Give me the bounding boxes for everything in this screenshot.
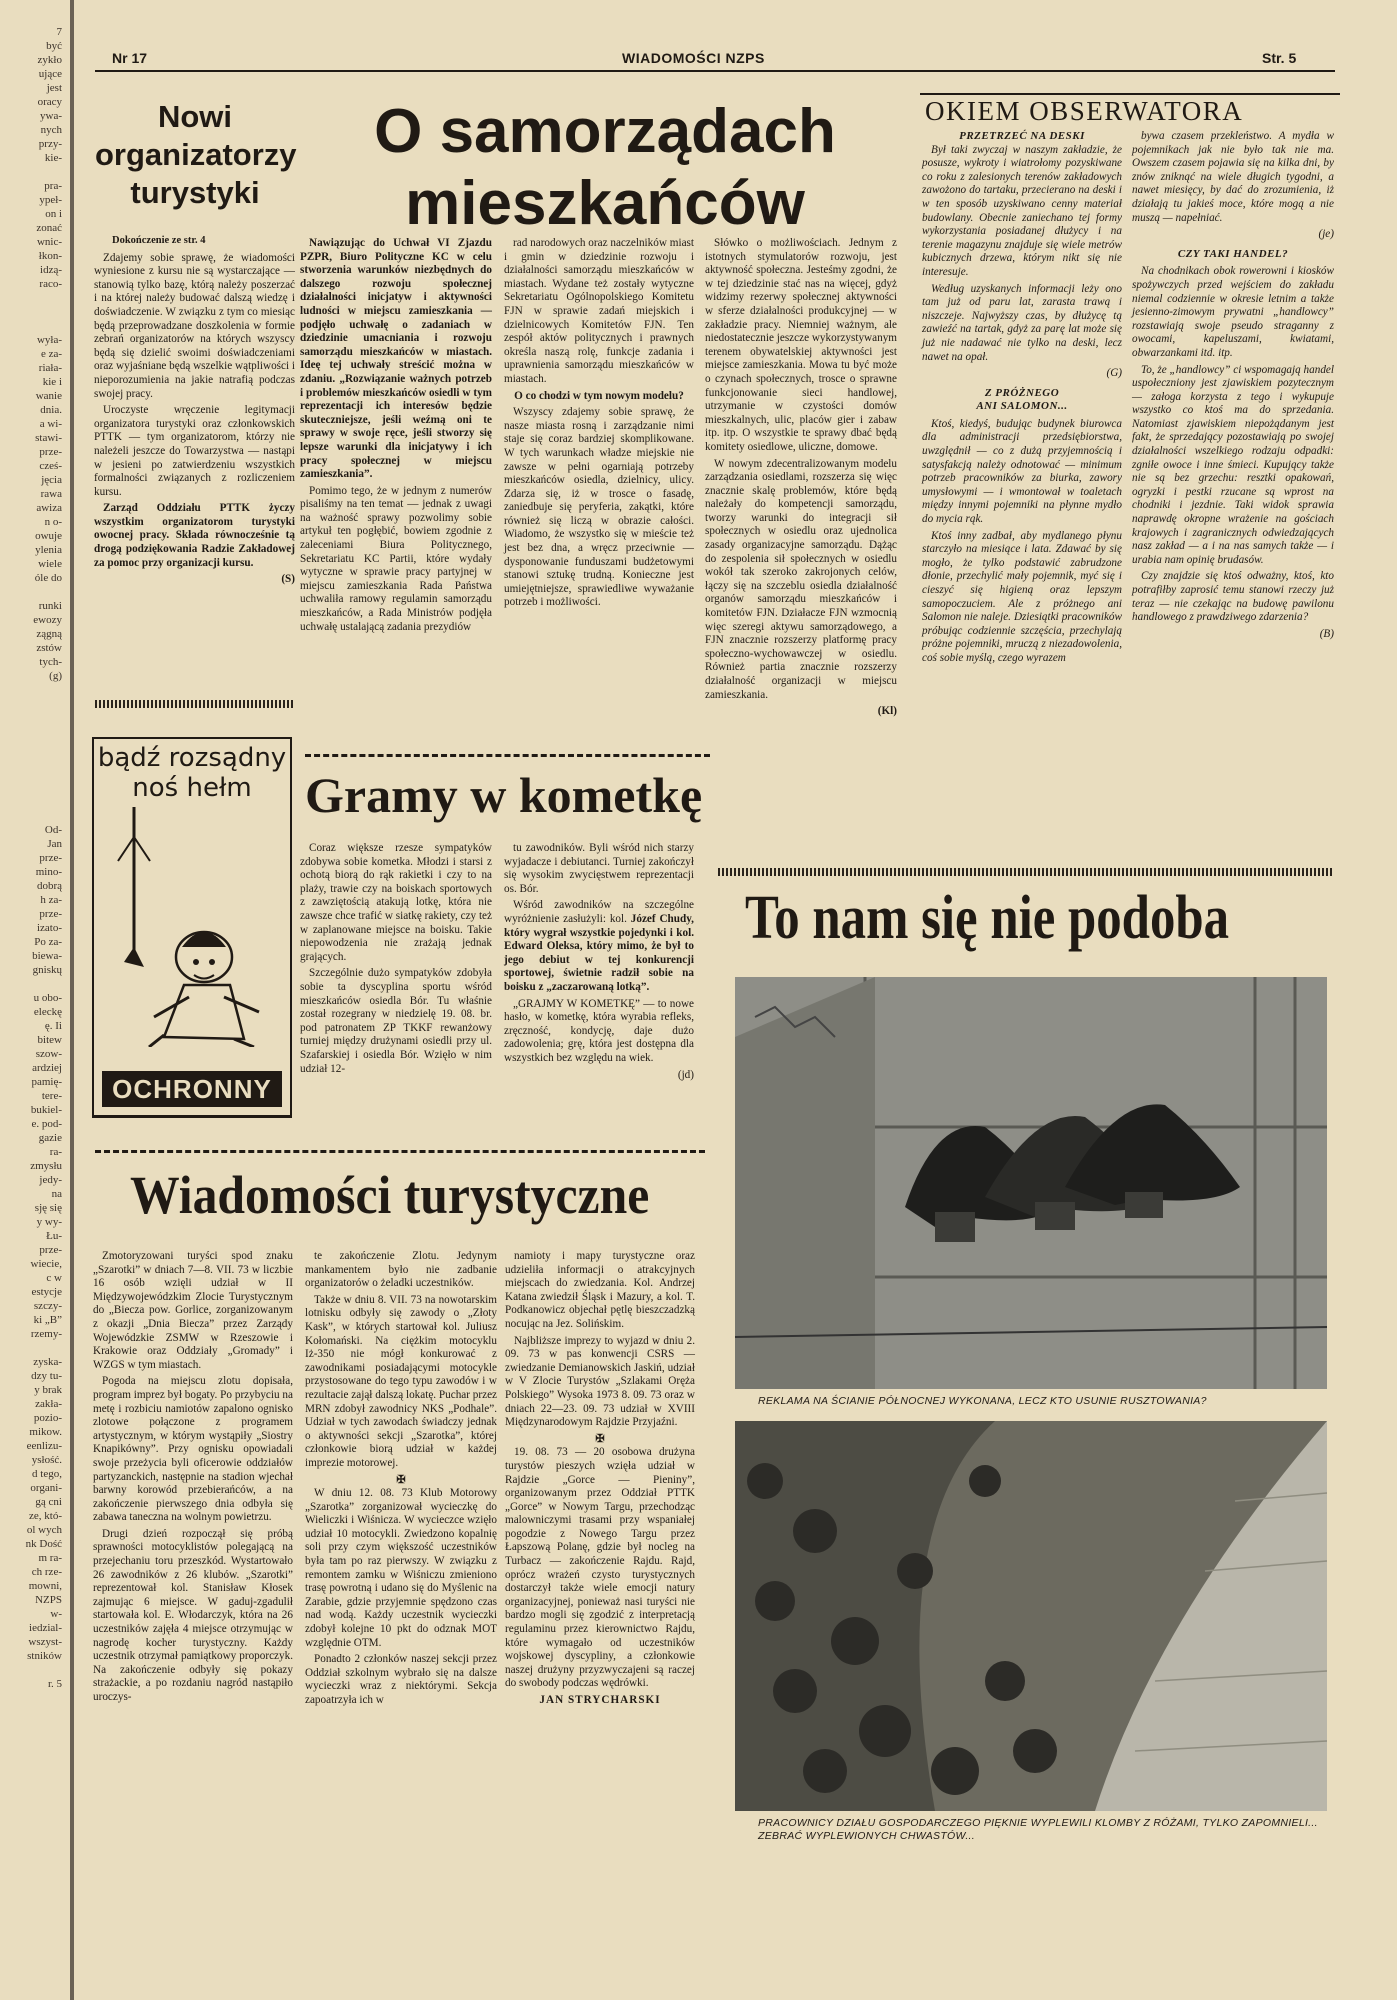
edge-text-line: (g): [49, 670, 62, 682]
edge-text-line: iedzial-: [29, 1622, 62, 1634]
edge-text-line: [0, 781, 62, 795]
edge-text-line: u obo-: [33, 992, 62, 1004]
edge-text-line: wszyst-: [28, 1636, 62, 1648]
edge-text-line: y wy-: [36, 1216, 62, 1228]
shoe-mural-illustration: [735, 977, 1327, 1389]
edge-text-line: [0, 809, 62, 823]
turystyczne-top-rule: [95, 1150, 705, 1153]
edge-text-line: a wi-: [39, 418, 62, 430]
edge-text-line: awiza: [36, 502, 62, 514]
edge-text-line: ylenia: [35, 544, 62, 556]
edge-text-line: y brak: [34, 1384, 62, 1396]
edge-text-line: mikow.: [29, 1426, 62, 1438]
edge-text-line: zstów: [36, 642, 62, 654]
edge-text-line: [0, 319, 62, 333]
poster-underline: [92, 1115, 292, 1118]
edge-text-line: cześ-: [39, 460, 62, 472]
helmet-poster: bądź rozsądny noś hełm OCHRONNY: [92, 737, 292, 1117]
nowi-headline: Nowi organizatorzy turystyki: [95, 99, 297, 210]
edge-text-line: ujące: [38, 68, 62, 80]
edge-text-line: [0, 977, 62, 991]
turystyczne-column-3: namioty i mapy turystyczne oraz udzieliła informacji o atrakcyjnych miejscach do zwiedzania. Kol. Andrzej Katana zwiedził Śląsk i Mazury, a kol. T. Podkanowicz objechał pętlę bieszczadzką nocując na Jez. Solińskim. Najbliższe imprezy to wyjazd w dniu 2. 09. 73 w pas konwencji CSRS — zwiedzanie Demianowskich Jaskiń, udział w V Zlocie Turystów „Szlakami Oręża Polskiego” Wysoka 1973 8. 09. 73 oraz w dniach 22—23. 09. 73 udział w XVIII Międzynarodowym Rajdzie Przyjaźni. ✠ 19. 08. 73 — 20 osobowa drużyna turystów pieszych wzięła udział w Rajdzie „Gorce — Pieniny”, organizowanym przez Oddział PTTK „Gorce” w Nowym Targu, przechodząc malowniczymi trasami przy wspaniałej pogodzie z Nowego Targu przez Łapszową Polanę, gdzie był nocleg na Turbacz — zakończenie Rajdu. Rajd, oprócz wrażeń czysto turystycznych dostarczył także wiele emocji natury organizacyjnej, ponieważ nasi turyści nie bardzo mogli się zgodzić z interpretacją regulaminu przez kierownictwo Rajdu, które wymagało od uczestników wojskowej dyscypliny, a członkowie naszej drużyny przyzwyczajeni są raczej do swobody podczas wędrówki. JAN STRYCHARSKI: [505, 1250, 695, 1706]
edge-text-line: [0, 697, 62, 711]
edge-text-line: zmysłu: [30, 1160, 62, 1172]
edge-text-line: riała-: [38, 362, 62, 374]
samorzad-headline: O samorządach mieszkańców: [374, 97, 836, 238]
edge-text-line: prze-: [39, 852, 62, 864]
edge-text-line: być: [46, 40, 62, 52]
edge-text-line: ch rze-: [31, 1566, 62, 1578]
edge-text-line: eenlizu-: [26, 1440, 62, 1452]
edge-text-line: ypeł-: [39, 194, 62, 206]
edge-text-line: zykło: [37, 54, 62, 66]
page-gutter: [70, 0, 74, 2000]
edge-text-line: przy-: [38, 138, 62, 150]
edge-text-line: ysłość.: [31, 1454, 62, 1466]
edge-text-line: mowni,: [28, 1580, 62, 1592]
caption-shoe-photo: REKLAMA NA ŚCIANIE PÓŁNOCNEJ WYKONANA, LECZ KTO USUNIE RUSZTOWANIA?: [758, 1395, 1207, 1407]
edge-text-line: óle do: [34, 572, 62, 584]
turystyczne-headline: Wiadomości turystyczne: [130, 1165, 650, 1225]
edge-text-line: tere-: [41, 1090, 62, 1102]
page-number: Str. 5: [1262, 50, 1297, 66]
edge-text-line: zągną: [36, 628, 62, 640]
edge-text-line: jedy-: [39, 1174, 62, 1186]
okiem-top-rule: [920, 93, 1340, 95]
edge-text-line: [0, 753, 62, 767]
edge-text-line: pozio-: [33, 1412, 62, 1424]
edge-text-line: zyska-: [33, 1356, 62, 1368]
section-divider: ✠: [396, 1473, 406, 1486]
edge-text-line: m ra-: [38, 1552, 62, 1564]
kometka-top-rule: [305, 754, 710, 757]
edge-text-line: Jan: [47, 838, 62, 850]
edge-text-line: estycje: [31, 1286, 62, 1298]
samorzad-column-3: Słówko o możliwościach. Jednym z istotnych stymulatorów rozwoju, jest aktywność społeczna. Jesteśmy zgodni, że w tej dziedzinie stać nas na więcej, gdyż widzimy rezerwy społecznej aktywności w sferze działalności produkcyjnej — w zakładzie pracy. Niemniej ważnym, ale niedostatecznie jeszcze wykorzystywanym terenem obywatelskiej aktywności jest miejsce zamieszkania. Mowa tu być może o czynach społecznych, trosce o sprawne funkcjonowanie sieci handlowej, utrzymanie w czystości domów mieszkalnych, ulic, placów gier i zabaw itp. itp. O wszystkie te sprawy dbać będą komitety osiedlowe, uliczne, domowe. W nowym zdecentralizowanym modelu zarządzania osiedlami, rozszerza się więc znacznie skalę problemów, które będą należały do kompetencji samorządu, tworzy warunki do integracji sił społecznych w osiedlu oraz ujednolica zasady organizacyjne samorządu. Dążąc do zespolenia sił społecznych w osiedlu wokół tak szeroko zakrojonych celów, łączy się na szczeblu osiedla działalność organów samorządu mieszkańców i komitetów FJN. Działacze FJN wzmocnią więc szeregi aktywu samorządowego, a FJN znacznie rozszerzy platformę pracy społeczno-wychowawczej w osiedlu. Również partia znacznie rozszerzy działalność organizacji w miejscu zamieszkania. (Kl): [705, 237, 897, 718]
edge-text-line: [0, 795, 62, 809]
edge-text-line: dobrą: [36, 880, 62, 892]
edge-text-line: wiele: [38, 558, 62, 570]
edge-text-line: pamię-: [31, 1076, 62, 1088]
edge-text-line: gazie: [38, 1132, 62, 1144]
kometka-column-1: Coraz większe rzesze sympatyków zdobywa sobie kometka. Młodzi i starsi z ochotą biorą do rąk rakietki i czy to na plaży, trawie czy na boiskach sportowych z zawziętością atakują lotkę, która nie zawsze chce trafić w siatkę rakiety, czy też w zaplanowane miejsce na boisku. Takie niepowodzenia nie zrażają jednak grających. Szczególnie dużo sympatyków zdobyła sobie ta dyscyplina sportu wśród mieszkańców osiedla Bór. Tu właśnie został rozegrany w niedzielę 19. 08. br. pod patronatem ZP TKKF rewanżowy turniej między drużynami osiedli przy ul. Szafarskiej i osiedla Bór. Wzięło w nim udział 12-: [300, 842, 492, 1075]
edge-text-line: runki: [38, 600, 62, 612]
edge-text-line: stawi-: [35, 432, 62, 444]
flowerbed-photo: [735, 1421, 1327, 1811]
edge-text-line: [0, 725, 62, 739]
edge-text-line: dzy tu-: [31, 1370, 62, 1382]
edge-text-line: nych: [40, 124, 62, 136]
edge-text-line: jęcia: [41, 474, 62, 486]
edge-text-line: dnia.: [40, 404, 62, 416]
edge-text-line: izato-: [36, 922, 62, 934]
edge-text-line: pra-: [44, 180, 62, 192]
edge-text-line: jest: [46, 82, 62, 94]
edge-text-line: gniskų: [32, 964, 62, 976]
turystyczne-column-2: te zakończenie Zlotu. Jedynym mankamentem było nie zadbanie organizatorów o żeladki uczestników. Także w dniu 8. VII. 73 na nowotarskim lotnisku odbyły się zawody o „Złoty Kask”, w których startował kol. Juliusz Kołomański. Na ciężkim motocyklu Iż-350 nie mógł konkurować z zawodnikami posiadającymi motocykle przystosowane do tego typu zawodów i w rezultacie zajął dalszą lokatę. Puchar przez MRN zdobył zawodnicy NKS „Podhale”. Udział w tych zawodach świadczy jednak o aktywności sekcji „Szarotka”, której członkowie biorą udział w każdej imprezie motorowej. ✠ W dniu 12. 08. 73 Klub Motorowy „Szarotka” zorganizował wycieczkę do Wieliczki i Wiśnicza. W wycieczce wzięło udział 10 motocykli. Zwiedzono kopalnię soli przy czym większość uczestników była tam po raz pierwszy. W związku z remontem zamku w Wiśniczu zmieniono trasę powrotną i udano się do Myślenic na Zarabie, gdzie przyjemnie spędzono czas nad wodą. Każdy uczestnik wycieczki zdobył kolejne 10 pkt do odznak MOT względnie OTM. Ponadto 2 członków naszej sekcji przez Oddział szkolnym wybrało się na dalsze wycieczki wraz z niektórymi. Sekcja zapoatrzyła ich w: [305, 1250, 497, 1706]
previous-page-edge-text: [0, 25, 62, 1691]
paper-name: WIADOMOŚCI NZPS: [622, 50, 765, 66]
okiem-headline: OKIEM OBSERWATORA: [925, 96, 1244, 126]
edge-text-line: na: [51, 1188, 62, 1200]
edge-text-line: r. 5: [47, 1678, 62, 1690]
edge-text-line: organi-: [30, 1482, 62, 1494]
poster-bottom-label: OCHRONNY: [102, 1071, 282, 1107]
edge-text-line: owuje: [35, 530, 62, 542]
separator-rule: [95, 700, 295, 708]
kometka-column-2: tu zawodników. Byli wśród nich starzy wyjadacze i debiutanci. Turniej zakończył się wysokim zwycięstwem reprezentacji os. Bór. Wśród zawodników na szczególne wyróżnienie zasłużyli: kol. Józef Chudy, który wygrał wszystkie pojedynki i kol. Edward Oleksa, który mimo, że był to jego debiut w tej konkurencji sportowej, świetnie radził sobie na boisku z „zaczarowaną lotką”. „GRAJMY W KOMETKĘ” — to nowe hasło, w kometkę, która wyrabia refleks, zręczność, kondycję, daje dużo zadowolenia; grę, która jest dostępna dla wszystkich bez względu na wiek. (jd): [504, 842, 694, 1081]
okiem-column-1: PRZETRZEĆ NA DESKI Był taki zwyczaj w naszym zakładzie, że posusze, wykroty i wiatrołomy pozyskiwane co roku z zalesionych terenów zakładowych zawożono do tartaku, przecierano na deski i w ten sposób uzyskiwano cenny materiał budowlany. Obecnie zaniechano tej formy wykorzystania posiadanej dłużycy i na terenie magazynu znajduje się wiele metrów kubicznych drzewa, którym nikt się nie interesuje. Według uzyskanych informacji leży ono tam już od paru lat, zarasta trawą i niszczeje. Najwyższy czas, by dłużycę tą zawieźć na tartak, gdyż za parę lat może się już nie nadawać nie tylko na deski, lecz nawet na opał. (G) Z PRÓŻNEGO ANI SALOMON... Ktoś, kiedyś, budując budynek biurowca dla administracji przedsiębiorstwa, uwzględnił — co z dużą przyjemnością i satysfakcją należy odnotować — minimum potrzeb pracowników za biurka, zawory umysłowymi — i wmontował w toaletach między innymi pojemniki na płynne mydło do mycia rąk. Ktoś inny zadbał, aby mydlanego płynu starczyło na miesiące i lata. Zdawać by się mogło, że tylko podstawić zabrudzone dłonie, przechylić mały pojemnik, myć się i cieszyć się higieną oraz lepszym samopoczuciem. Ale z próżnego ani Salomon nie naleje. Dziesiątki pracowników próbując codziennie szczęścia, przechylają próżne pojemniki, mruczą z niezadowolenia, coś sobie myślą, czego wyrazem: [922, 130, 1122, 664]
edge-text-line: d tego,: [32, 1468, 62, 1480]
edge-text-line: tych-: [39, 656, 62, 668]
edge-text-line: sję się: [34, 1202, 62, 1214]
edge-text-line: kie-: [44, 152, 62, 164]
podoba-headline: To nam się nie podoba: [745, 884, 1230, 952]
edge-text-line: biewa-: [32, 950, 62, 962]
samorzad-column-2: rad narodowych oraz naczelników miast i gmin w dziedzinie rozwoju i działalności samorządu mieszkańców w miastach. Wydane też zostały wytyczne Sekretariatu Ogólnopolskiego Komitetu FJN w sprawie zadań miejskich i dzielnicowych Komitetów FJN. Ten zespół aktów politycznych i prawnych określa naszą rolę, funkcje zadania i uprawnienia samorządu mieszkańców w miastach. O co chodzi w tym nowym modelu? Wszyscy zdajemy sobie sprawę, że nasze miasta rosną i zarządzanie nimi staje się coraz bardziej skomplikowane. W tych warunkach władze miejskie nie zawsze w pełni ogarniają potrzeby mieszkańców osiedla, dzielnicy, ulicy. Zdarza się, iż w trosce o fasadę, zaniedbuje się peryferia, zakątki, które również się liczą w obrazie całości. Wiadomo, że wszystko się w mieście też jest bez dna, a wręcz przeciwnie — dysponowanie funduszami budżetowymi stanowi sztukę trudną. Konieczne jest umiejętniejsze, sprawiedliwe wyważanie potrzeb i możliwości.: [504, 237, 694, 609]
edge-text-line: Po za-: [34, 936, 62, 948]
edge-text-line: ol wych: [26, 1524, 62, 1536]
edge-text-line: [0, 585, 62, 599]
podoba-top-rule: [718, 868, 1334, 876]
edge-text-line: [0, 305, 62, 319]
edge-text-line: [0, 1663, 62, 1677]
edge-text-line: e za-: [40, 348, 62, 360]
samorzad-column-1: Nawiązując do Uchwał VI Zjazdu PZPR, Biuro Polityczne KC w celu stworzenia warunków niezbędnych do dalszego rozwoju społecznej działalności inicjatyw i aktywności ludności w miejscu zamieszkania — podjęło uchwałę o zadaniach w dziedzinie umacniania i rozwoju samorządu mieszkańców w miastach. Ideę tej uchwały streścić można w zdaniu. „Rozwiązanie ważnych potrzeb i problemów mieszkańców osiedli w tym reprezentacji ich interesów będzie skuteczniejsze, jeśli weźmą oni te sprawy w swoje ręce, jeśli stworzy się lepsze warunki dla inicjatywy i ich pracy społecznej w miejscu zamieszkania”. Pomimo tego, że w jednym z numerów pisaliśmy na ten temat — jednak z uwagi na ważność sprawy pozwolimy sobie artykuł ten pogłębić, bowiem zgodnie z zaleceniami Biura Politycznego, Sekretariatu KC Partii, które wydały wytyczne w sprawie pracy partyjnej w miejscu zamieszkania Rada Państwa uchwaliła ramowy regulamin samorządu mieszkańców, a Rada Ministrów podjęła uchwałę ustalającą zadania prezydiów: [300, 237, 492, 633]
edge-text-line: wnic-: [36, 236, 62, 248]
edge-text-line: wiecie,: [30, 1258, 62, 1270]
edge-text-line: ze, któ-: [29, 1510, 62, 1522]
edge-text-line: h za-: [40, 894, 62, 906]
edge-text-line: gą cni: [35, 1496, 62, 1508]
edge-text-line: [0, 739, 62, 753]
edge-text-line: Od-: [44, 824, 62, 836]
edge-text-line: ewozy: [33, 614, 62, 626]
edge-text-line: n o-: [44, 516, 62, 528]
edge-text-line: mino-: [35, 866, 62, 878]
nowi-article-body: Dokończenie ze str. 4 Zdajemy sobie sprawę, że wiadomości wyniesione z kursu nie są wystarczające — stanowią tylko bazę, którą należy poszerzać i na której należy budować dalszą wiedzę i doświadczenie. W związku z tym co miesiąc będą przeprowadzane doszkolenia w formie zebrań organizatorów na których wszyscy będą się dzielić swoimi doświadczeniami oraz wyjaśniane będą wszelkie wątpliwości i nieporozumienia na jakie natrafią podczas swojej pracy. Uroczyste wręczenie legitymacji organizatora turystyki oraz członkowskich PTTK — tym organizatorom, którzy nie należeli jeszcze do Towarzystwa — nastąpi w jesieni po zatwierdzeniu wszystkich formalności związanych z rozliczeniem kursu. Zarząd Oddziału PTTK życzy wszystkim organizatorom turystyki owocnej pracy. Składa równocześnie tą drogą podziękowania Radzie Zakładowej za pomoc przy organizacji kursu. (S): [94, 235, 295, 586]
edge-text-line: idzą-: [40, 264, 62, 276]
edge-text-line: eleckę: [33, 1006, 62, 1018]
edge-text-line: łkon-: [38, 250, 62, 262]
edge-text-line: [0, 683, 62, 697]
edge-text-line: stników: [27, 1650, 62, 1662]
edge-text-line: rzemy-: [30, 1328, 62, 1340]
edge-text-line: w-: [50, 1608, 62, 1620]
edge-text-line: c w: [46, 1272, 62, 1284]
header-rule: [95, 70, 1335, 72]
flowerbed-illustration: [735, 1421, 1327, 1811]
edge-text-line: [0, 1341, 62, 1355]
edge-text-line: zonać: [36, 222, 62, 234]
edge-text-line: [0, 767, 62, 781]
edge-text-line: ywa-: [40, 110, 62, 122]
kometka-headline: Gramy w kometkę: [305, 767, 703, 823]
edge-text-line: prze-: [39, 446, 62, 458]
edge-text-line: nk Dość: [25, 1538, 62, 1550]
edge-text-line: kie i: [42, 376, 62, 388]
edge-text-line: ki „B”: [33, 1314, 62, 1326]
edge-text-line: [0, 291, 62, 305]
edge-text-line: e. pod-: [31, 1118, 62, 1130]
edge-text-line: ra-: [49, 1146, 62, 1158]
edge-text-line: wyła-: [36, 334, 62, 346]
edge-text-line: szow-: [35, 1048, 62, 1060]
edge-text-line: raco-: [39, 278, 62, 290]
edge-text-line: bitew: [37, 1034, 62, 1046]
issue-number: Nr 17: [112, 50, 148, 66]
edge-text-line: wanie: [35, 390, 62, 402]
edge-text-line: zakła-: [35, 1398, 62, 1410]
edge-text-line: on i: [45, 208, 62, 220]
edge-text-line: Łu-: [46, 1230, 62, 1242]
edge-text-line: [0, 165, 62, 179]
shoe-advertisement-photo: [735, 977, 1327, 1389]
caption-flowerbed-photo: PRACOWNICY DZIAŁU GOSPODARCZEGO PIĘKNIE WYPLEWILI KLOMBY Z RÓŻAMI, TYLKO ZAPOMNIELI... ZEBRAĆ WYPLEWIONYCH CHWASTÓW...: [758, 1817, 1318, 1842]
edge-text-line: prze-: [39, 1244, 62, 1256]
edge-text-line: szczy-: [33, 1300, 62, 1312]
edge-text-line: ardziej: [32, 1062, 62, 1074]
edge-text-line: rawa: [40, 488, 62, 500]
edge-text-line: 7: [56, 26, 62, 38]
edge-text-line: NZPS: [35, 1594, 62, 1606]
edge-text-line: prze-: [39, 908, 62, 920]
okiem-column-2: bywa czasem przekleństwo. A mydła w pojemnikach jak nie było tak nie ma. Owszem czasem pojawia się na kilka dni, by znów zniknąć na wiele długich tygodni, a nawet miesięcy, by dać do zrozumienia, iż działają tu jakieś moce, które mogą a nie muszą — napełniać. (je) CZY TAKI HANDEL? Na chodnikach obok rowerowni i kiosków spożywczych przed wejściem do zakładu niemal codziennie w okresie letnim a także jesienno-zimowym prywatni „handlowcy” rozstawiają swoje pseudo straganny z owocami, kapeluszami, kwiatami, obwarzankami itd. itp. To, że „handlowcy” ci wspomagają handel uspołeczniony jest zjawiskiem pozytecznym — załoga korzysta z tego i wykupuje wszystko co ktoś ma do sprzedania. Natomiast zjawiskiem niepożądanym jest fakt, że sprzedający pozostawiają po swojej działalności wszelkiego rodzaju odpadki: zgniłe owoce i inne śmieci. Kupujący także nie są bez grzechu: resztki opakowań, ogryzki i pestki rzucane są wprost na chodniki i jezdnie. Taki widok sprawia naprawdę okropne wrażenie na gościach krajowych i zagranicznych odwiedzających nasz zakład — a i na nas samych także — i urabia nam opinię brudasów. Czy znajdzie się ktoś odważny, ktoś, kto potrafiłby zaprosić temu stanowi rzeczy już teraz — nie czekając na budowę pawilonu handlowego z prawdziwego zdarzenia? (B): [1132, 130, 1334, 640]
edge-text-line: oracy: [37, 96, 62, 108]
turystyczne-column-1: Zmotoryzowani turyści spod znaku „Szarotki” w dniach 7—8. VII. 73 w liczbie 16 osób wzięli udział w II Międzywojewódzkim Zlocie Turystycznym do „Biecza pow. Gorlice, zorganizowanym z okazji „Dnia Biecza” przez Zarządy Wojewódzkie ZSMW w Rzeszowie i Krakowie oraz Oddziały „Gromady” i WZGS w tym miastach. Pogoda na miejscu zlotu dopisała, program imprez był bogaty. Po przybyciu na metę i rozbiciu namiotów zapalono ognisko zlotowe połączone z programem artystycznym, w którym wystąpiły „Siostry Knapikówny”. Przy ognisku opowiadali swoje przeżycia byli oficerowie oddziałów partyzanckich, następnie na stadion wjechał barwny korowód przebierańców, a na zakończenie pierwszego dnia odbyła się zabawa taneczna na wolnym powietrzu. Drugi dzień rozpoczął się próbą sprawności motocyklistów polegającą na przejechaniu toru przeszkód. Wystartowało 26 zawodników z 26 klubów. „Szarotki” reprezentował kol. Stanisław Kłosek zajmując 6 miejsce. W gaduj-zgadulił startowała kol. E. Włodarczyk, która na 26 uczestników zajęła 4 miejsce otrzymując w nagrodę kocher turystyczny. Każdy uczestnik otrzymał pamiątkowy proporczyk. Na zakończenie odbyły się pokazy strażackie, a po rozdaniu nagród nastąpiło uroczys-: [93, 1250, 293, 1703]
worker-illustration: [94, 807, 290, 1047]
edge-text-line: [0, 711, 62, 725]
edge-text-line: ę. Ii: [44, 1020, 62, 1032]
section-divider: ✠: [595, 1432, 605, 1445]
edge-text-line: bukiel-: [30, 1104, 62, 1116]
